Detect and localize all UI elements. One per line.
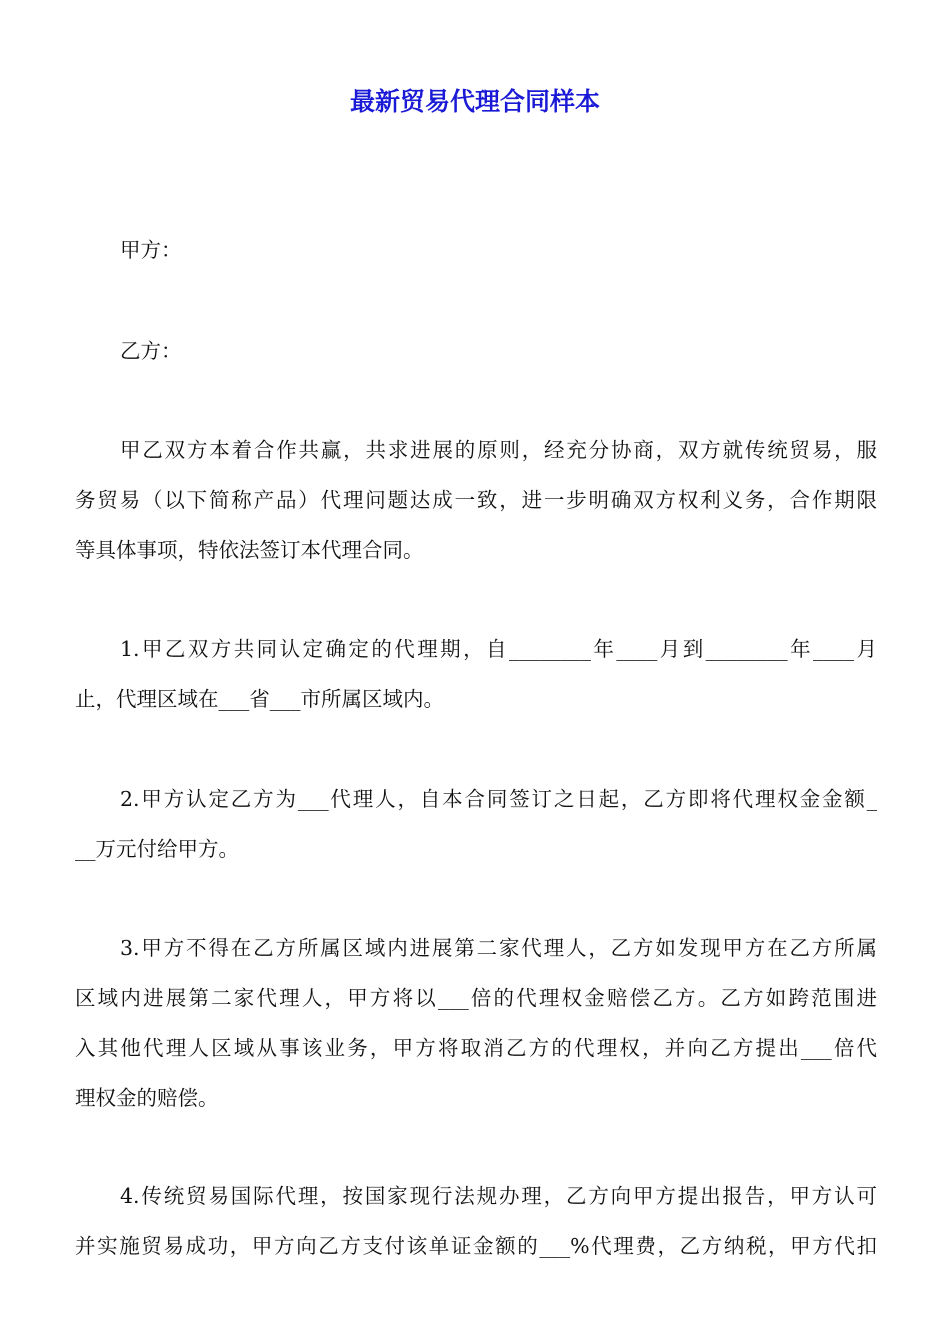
clause-3-line-3: 入其他代理人区域从事该业务，甲方将取消乙方的代理权，并向乙方提出___倍代 [75, 1036, 877, 1060]
clause-3-line-1: 3.甲方不得在乙方所属区域内进展第二家代理人，乙方如发现甲方在乙方所属 [120, 936, 877, 960]
clause-1-line-2: 止，代理区域在___省___市所属区域内。 [75, 687, 444, 711]
clause-3-line-4: 理权金的赔偿。 [75, 1086, 219, 1110]
clause-3-paragraph [75, 923, 877, 1123]
clause-2-line-1: 2.甲方认定乙方为___代理人，自本合同签订之日起，乙方即将代理权金金额_ [120, 787, 877, 811]
clause-2-paragraph [75, 774, 877, 874]
clause-4-paragraph [75, 1171, 877, 1271]
clause-3-line-2: 区域内进展第二家代理人，甲方将以___倍的代理权金赔偿乙方。乙方如跨范围进 [75, 986, 877, 1010]
party-b-label: 乙方： [120, 339, 182, 363]
intro-line-1: 甲乙双方本着合作共赢，共求进展的原则，经充分协商，双方就传统贸易，服 [120, 438, 877, 462]
clause-4-line-2: 并实施贸易成功，甲方向乙方支付该单证金额的___%代理费，乙方纳税，甲方代扣 [75, 1234, 877, 1258]
clause-4-line-1: 4.传统贸易国际代理，按国家现行法规办理，乙方向甲方提出报告，甲方认可 [120, 1184, 877, 1208]
clause-1-line-1: 1.甲乙双方共同认定确定的代理期，自________年____月到________年____月 [120, 637, 877, 661]
intro-paragraph [75, 425, 877, 575]
party-a-label: 甲方： [120, 238, 182, 262]
intro-line-3: 等具体事项，特依法签订本代理合同。 [75, 538, 424, 562]
intro-line-2: 务贸易（以下简称产品）代理问题达成一致，进一步明确双方权利义务，合作期限 [75, 488, 877, 512]
document-title: 最新贸易代理合同样本 [349, 87, 600, 116]
clause-1-paragraph [75, 624, 877, 724]
clause-2-line-2: __万元付给甲方。 [75, 837, 239, 861]
